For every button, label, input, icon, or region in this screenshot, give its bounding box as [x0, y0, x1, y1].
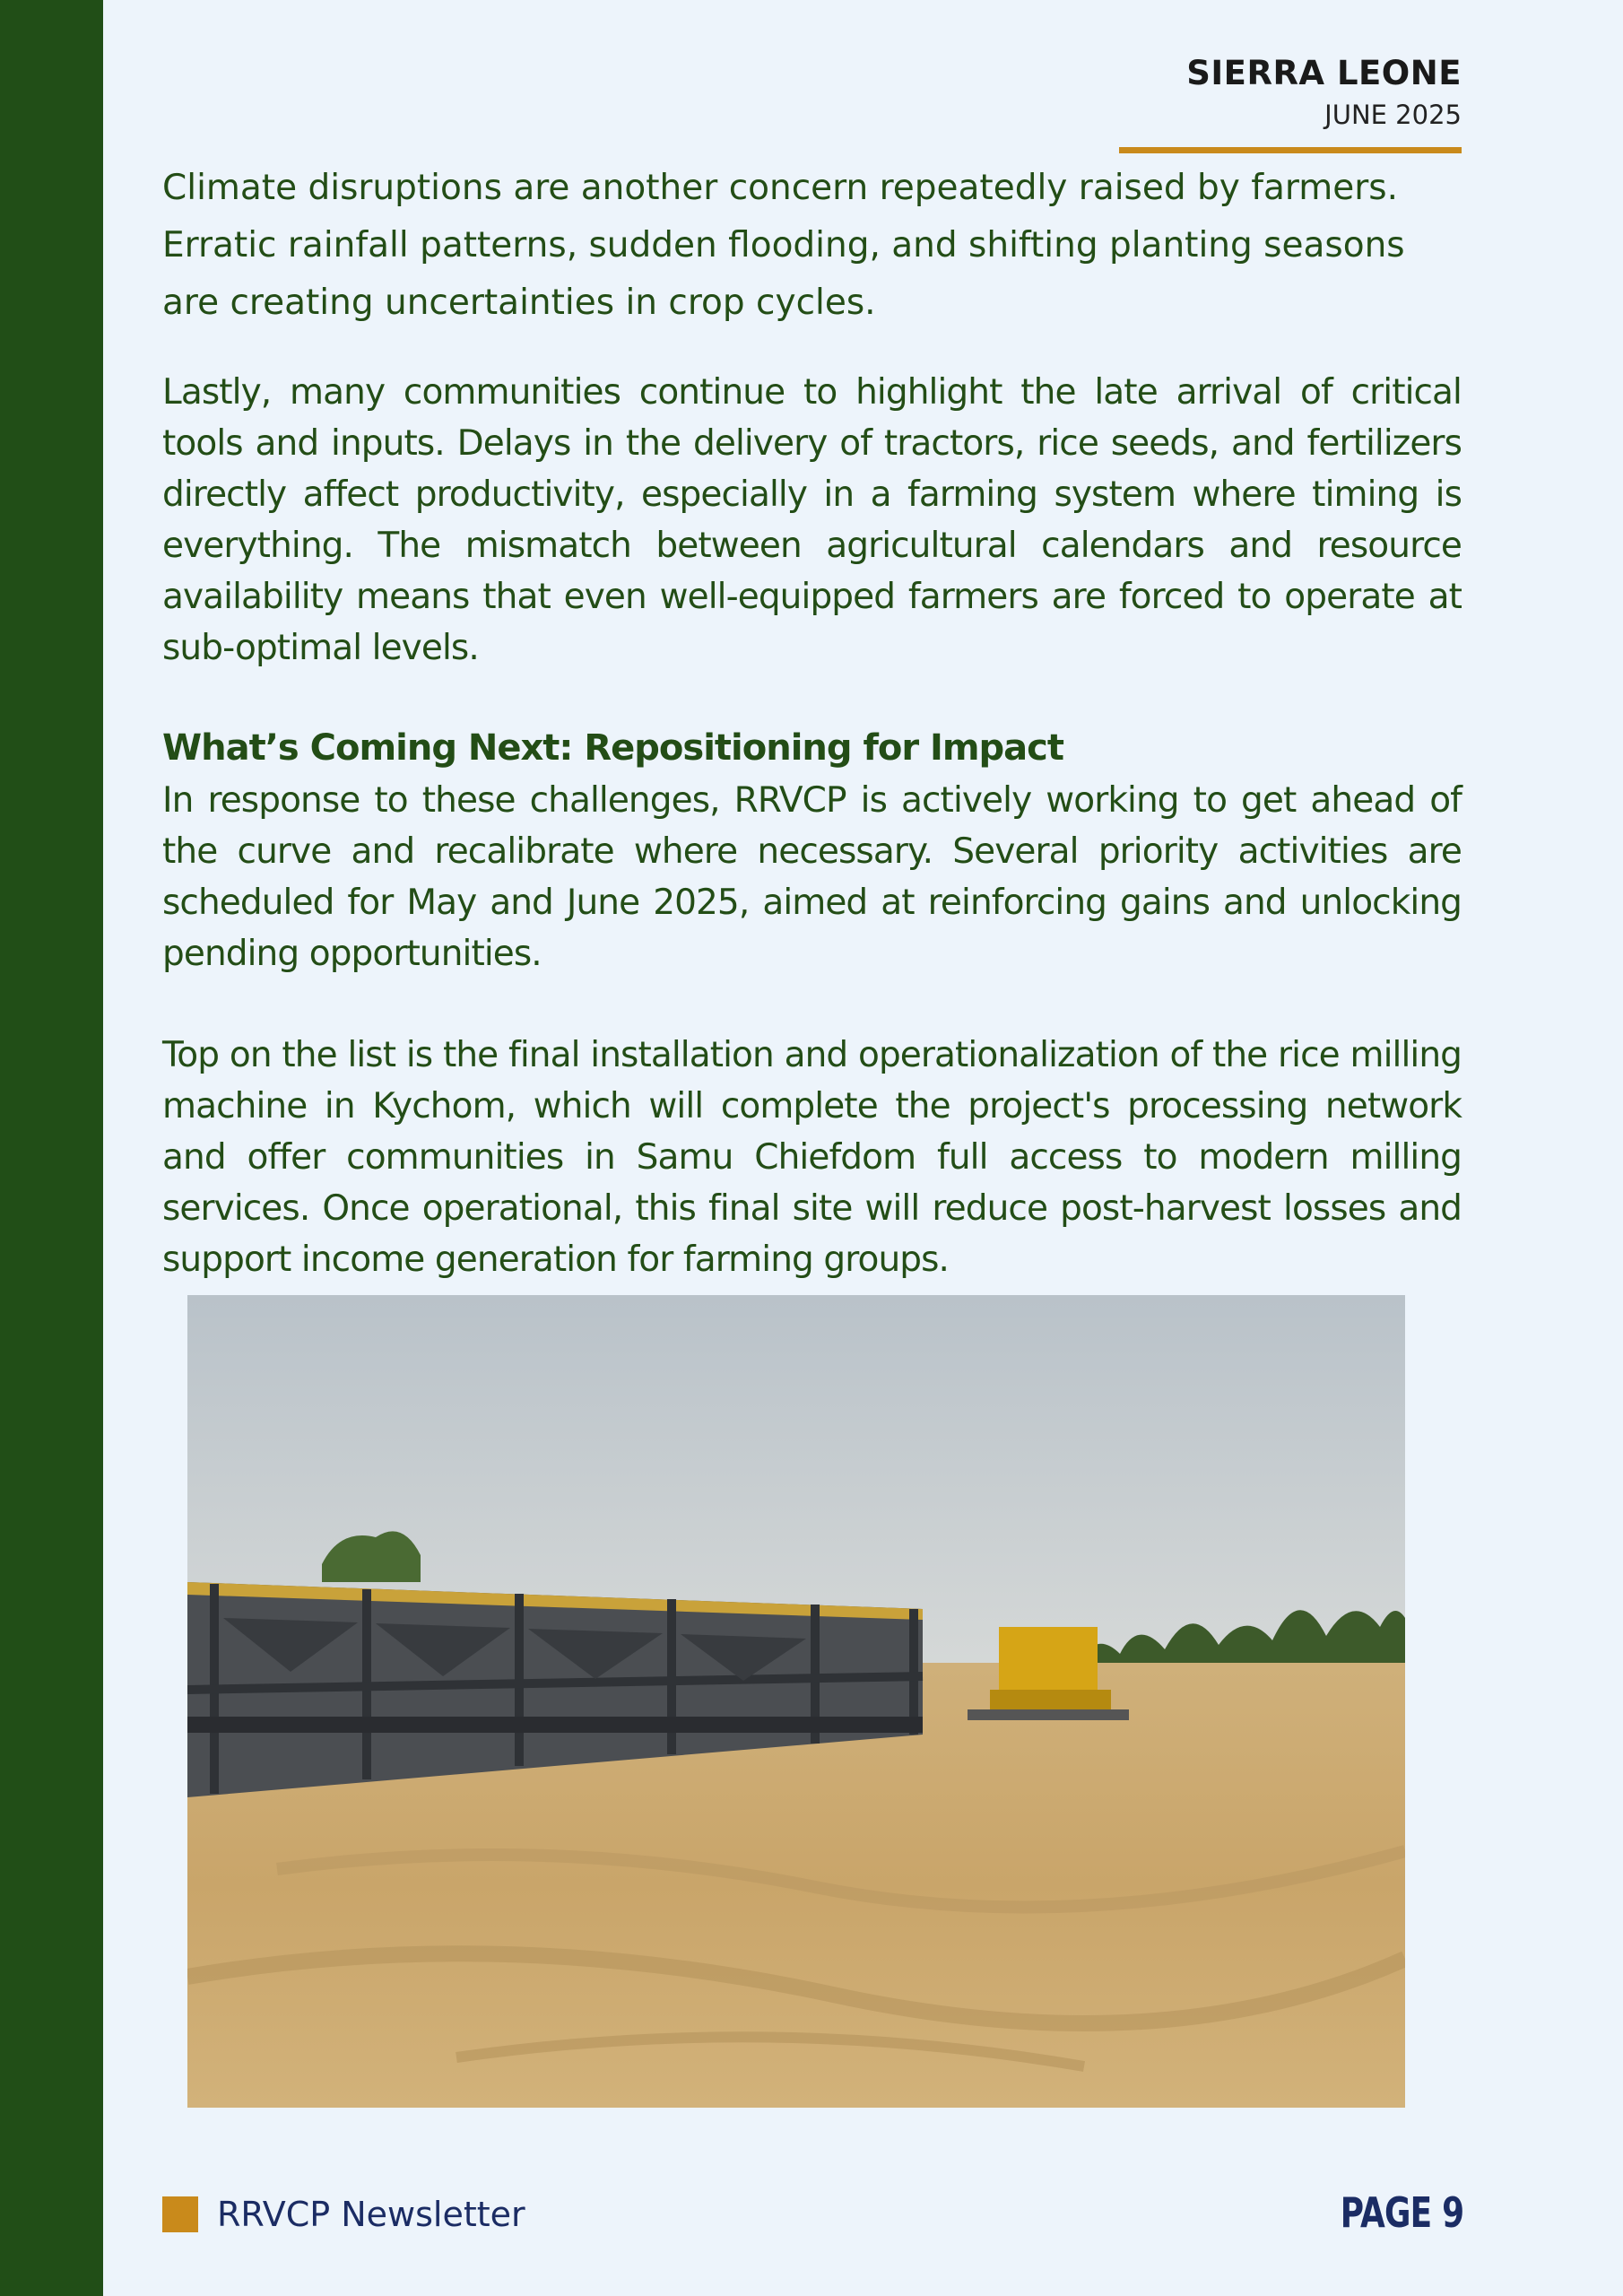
header	[1186, 52, 1462, 133]
sidebar-bar	[0, 0, 103, 2296]
rice-mill-site-photo	[187, 1295, 1405, 2108]
header-date: JUNE 2025	[1324, 100, 1462, 130]
paragraph-response: In response to these challenges, RRVCP is actively working to get ahead of the curve and recalibrate where necessary. Several priority activities are scheduled for May and June 2025, aimed at reinforcing gains and unlocking pending opportunities.	[162, 780, 1462, 974]
header-rule	[1119, 147, 1462, 153]
section-heading: What’s Coming Next: Repositioning for Impact	[162, 727, 1064, 769]
paragraph-inputs: Lastly, many communities continue to highlight the late arrival of critical tools and inputs. Delays in the delivery of tractors, rice seeds, and fertilizers directly affect productivity, especially in a farming system where timing is everything. The mismatch between agricultural calendars and resource availability means that even well-equipped farmers are forced to operate at sub-optimal levels.	[162, 372, 1462, 668]
page-number: PAGE 9	[1340, 2188, 1463, 2237]
paragraph-climate: Climate disruptions are another concern repeatedly raised by farmers. Erratic rainfall patterns, sudden flooding, and shifting planting seasons are creating uncertainties in crop cycles.	[162, 168, 1405, 323]
footer-newsletter-title: RRVCP Newsletter	[217, 2195, 525, 2234]
header-country: SIERRA LEONE	[1186, 54, 1462, 92]
paragraph-milling: Top on the list is the final installation and operationalization of the rice milling machine in Kychom, which will complete the project's processing network and offer communities in Samu Chiefdom full access to modern milling services. Once operational, this final site will reduce post-harvest losses and support income generation for farming groups.	[162, 1035, 1462, 1280]
footer-square	[162, 2196, 198, 2232]
